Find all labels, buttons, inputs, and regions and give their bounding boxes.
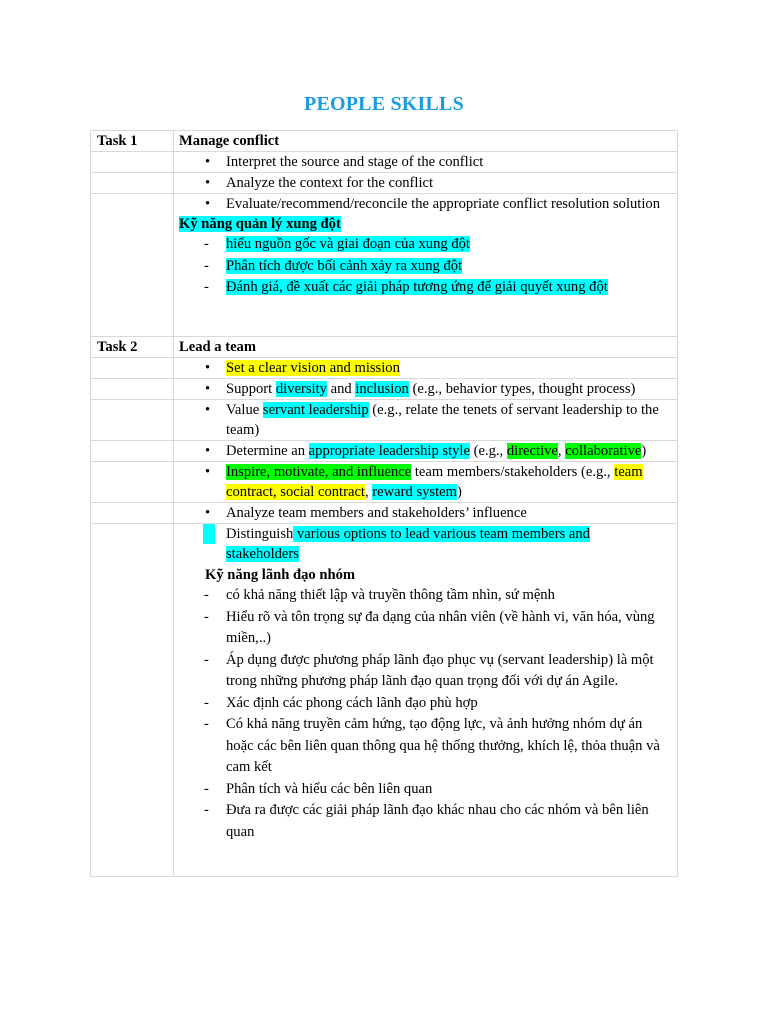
task2-vn-item-4: - Xác định các phong cách lãnh đạo phù hợp (179, 693, 665, 715)
task2-bullet-3: • Value servant leadership (e.g., relate the tenets of servant leadership to the team) (179, 400, 665, 440)
task1-bullet-2: • Analyze the context for the conflict (179, 173, 665, 193)
task2-bullet-7: • Distinguish various options to lead various team members and stakeholders (179, 524, 665, 564)
task2-label: Task 2 (91, 337, 174, 358)
task2-bullet-5: • Inspire, motivate, and influence team members/stakeholders (e.g., team contract, social contract, reward system) (179, 462, 665, 502)
task2-bullet-2: • Support diversity and inclusion (e.g., behavior types, thought process) (179, 379, 665, 399)
task1-bullet-3: • Evaluate/recommend/reconcile the appropriate conflict resolution solution (179, 194, 665, 214)
people-skills-table (90, 130, 678, 877)
table-row (91, 337, 678, 358)
table-row (91, 152, 678, 173)
task1-vn-item-1: hiểu nguồn gốc và giai đoạn của xung đột (226, 236, 470, 252)
table-row (91, 441, 678, 462)
table-row (91, 194, 678, 337)
task2-bullet-1: Set a clear vision and mission (226, 360, 400, 376)
task2-vn-item-3: - Áp dụng được phương pháp lãnh đạo phục vụ (servant leadership) là một trong những phương pháp lãnh đạo quan trọng đối với dự án Agile. (179, 650, 665, 693)
table-row (91, 131, 678, 152)
table-row (91, 358, 678, 379)
table-row (91, 503, 678, 524)
task1-vn-heading: Kỹ năng quản lý xung đột (179, 216, 341, 232)
task1-bullet-1: • Interpret the source and stage of the conflict (179, 152, 665, 172)
task2-vn-item-1: - có khả năng thiết lập và truyền thông tầm nhìn, sứ mệnh (179, 585, 665, 607)
task1-label: Task 1 (91, 131, 174, 152)
table-row (91, 524, 678, 877)
task2-vn-item-6: - Phân tích và hiểu các bên liên quan (179, 779, 665, 801)
table-row (91, 462, 678, 503)
task1-heading: Manage conflict (179, 133, 280, 149)
task2-bullet-6: • Analyze team members and stakeholders’ influence (179, 503, 665, 523)
task2-heading: Lead a team (179, 339, 257, 355)
task2-vn-item-2: - Hiểu rõ và tôn trọng sự đa dạng của nhân viên (về hành vi, văn hóa, vùng miền,..) (179, 607, 665, 650)
task2-vn-heading: Kỹ năng lãnh đạo nhóm (205, 567, 356, 583)
page-title: PEOPLE SKILLS (304, 93, 464, 115)
task2-vn-item-5: - Có khả năng truyền cảm hứng, tạo động lực, và ảnh hưởng nhóm dự án hoặc các bên liên quan thông qua hệ thống thưởng, khích lệ, thỏa thuận và cam kết (179, 714, 665, 779)
table-row (91, 379, 678, 400)
table-row (91, 400, 678, 441)
task1-vn-item-3: Đánh giá, đề xuất các giải pháp tương ứng để giải quyết xung đột (226, 279, 608, 295)
table-row (91, 173, 678, 194)
task2-bullet-4: • Determine an appropriate leadership style (e.g., directive, collaborative) (179, 441, 665, 461)
task2-vn-item-7: - Đưa ra được các giải pháp lãnh đạo khác nhau cho các nhóm và bên liên quan (179, 800, 665, 843)
task1-vn-item-2: Phân tích được bối cảnh xảy ra xung đột (226, 257, 463, 274)
